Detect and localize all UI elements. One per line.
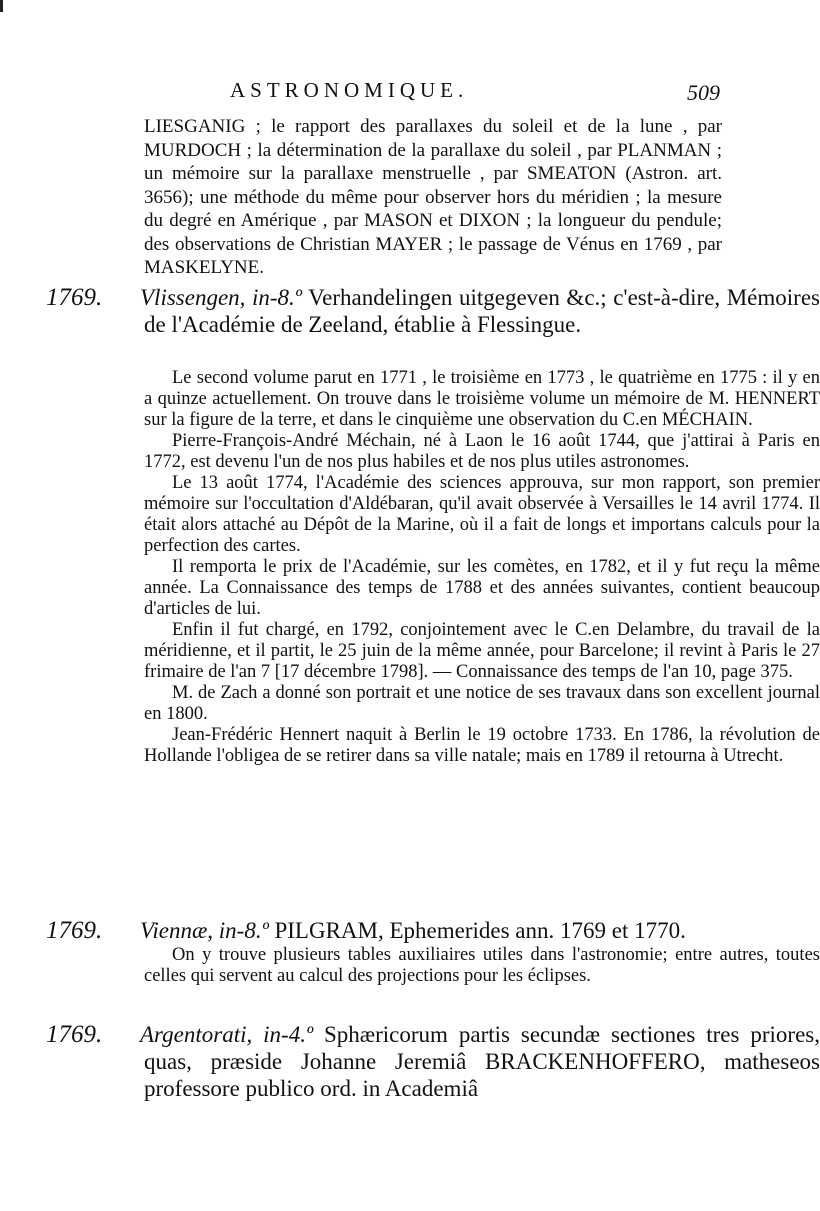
entry-paragraph: Jean-Frédéric Hennert naquit à Berlin le 19 octobre 1733. En 1786, la révolution de Hollande l'obligea de se retirer dans sa ville natale; mais en 1789 il retourna à Utrecht.: [144, 725, 820, 766]
entry-year: 1769.: [46, 1021, 103, 1048]
entry-paragraph: Le second volume parut en 1771 , le troisième en 1773 , le quatrième en 1775 : il y en a quinze actuellement. On trouve dans le troisième volume un mémoire de M. HENNERT sur la figure de la terre, et dans le cinquième une observation du C.en MÉCHAIN.: [144, 368, 820, 430]
entry-title: Sphæricorum partis secundæ sectiones tres priores, quas, præside Johanne Jeremiâ BRACKENHOFFERO, matheseos professore publico ord. in Academiâ: [144, 1022, 820, 1101]
continuation-paragraph: LIESGANIG ; le rapport des parallaxes du soleil et de la lune , par MURDOCH ; la détermination de la parallaxe du soleil , par PLANMAN ; un mémoire sur la parallaxe menstruelle , par SMEATON (Astron. art. 3656); une méthode du même pour observer hors du méridien ; la mesure du degré en Amérique , par MASON et DIXON ; la longueur du pendule; des observations de Christian MAYER ; le passage de Vénus en 1769 , par MASKELYNE.: [144, 116, 722, 278]
entry-heading: [46, 284, 820, 338]
entry-paragraph: M. de Zach a donné son portrait et une notice de ses travaux dans son excellent journal en 1800.: [144, 683, 820, 724]
entry-paragraph: On y trouve plusieurs tables auxiliaires utiles dans l'astronomie; entre autres, toutes celles qui servent au calcul des projections pour les éclipses.: [144, 945, 820, 986]
entry-heading: [46, 917, 820, 944]
entry-place: Vlissengen, in-8.º: [140, 285, 302, 310]
entry-paragraph: Il remporta le prix de l'Académie, sur les comètes, en 1782, et il y fut reçu la même année. La Connaissance des temps de 1788 et des années suivantes, contient beaucoup d'articles de lui.: [144, 557, 820, 619]
page-number: 509: [687, 80, 720, 105]
entry-paragraph: Le 13 août 1774, l'Académie des sciences approuva, sur mon rapport, son premier mémoire sur l'occultation d'Aldébaran, qu'il avait observée à Versailles le 14 avril 1774. Il était alors attaché au Dépôt de la Marine, où il a fait de longs et importans calculs pour la perfection des cartes.: [144, 473, 820, 556]
entry-paragraph: Pierre-François-André Méchain, né à Laon le 16 août 1744, que j'attirai à Paris en 1772, est devenu l'un de nos plus habiles et de nos plus utiles astronomes.: [144, 431, 820, 472]
entry-heading: [46, 1021, 820, 1102]
page-edge-mark: [0, 0, 3, 12]
entry-place: Viennæ, in-8.º: [140, 918, 269, 943]
entry-year: 1769.: [46, 917, 103, 944]
entry-body: [46, 368, 820, 767]
page-header: [200, 78, 720, 108]
entry-body: [46, 945, 820, 987]
entry-title: PILGRAM, Ephemerides ann. 1769 et 1770.: [274, 918, 686, 943]
running-head: ASTRONOMIQUE.: [230, 78, 469, 102]
entry-year: 1769.: [46, 284, 103, 311]
entry-title: Verhandelingen uitgegeven &c.; c'est-à-dire, Mémoires de l'Académie de Zeeland, établie à Flessingue.: [144, 285, 820, 337]
entry-paragraph: Enfin il fut chargé, en 1792, conjointement avec le C.en Delambre, du travail de la méridienne, et il partit, le 25 juin de la même année, pour Barcelone; il revint à Paris le 27 frimaire de l'an 7 [17 décembre 1798]. — Connaissance des temps de l'an 10, page 375.: [144, 620, 820, 682]
entry-place: Argentorati, in-4.º: [140, 1022, 314, 1047]
